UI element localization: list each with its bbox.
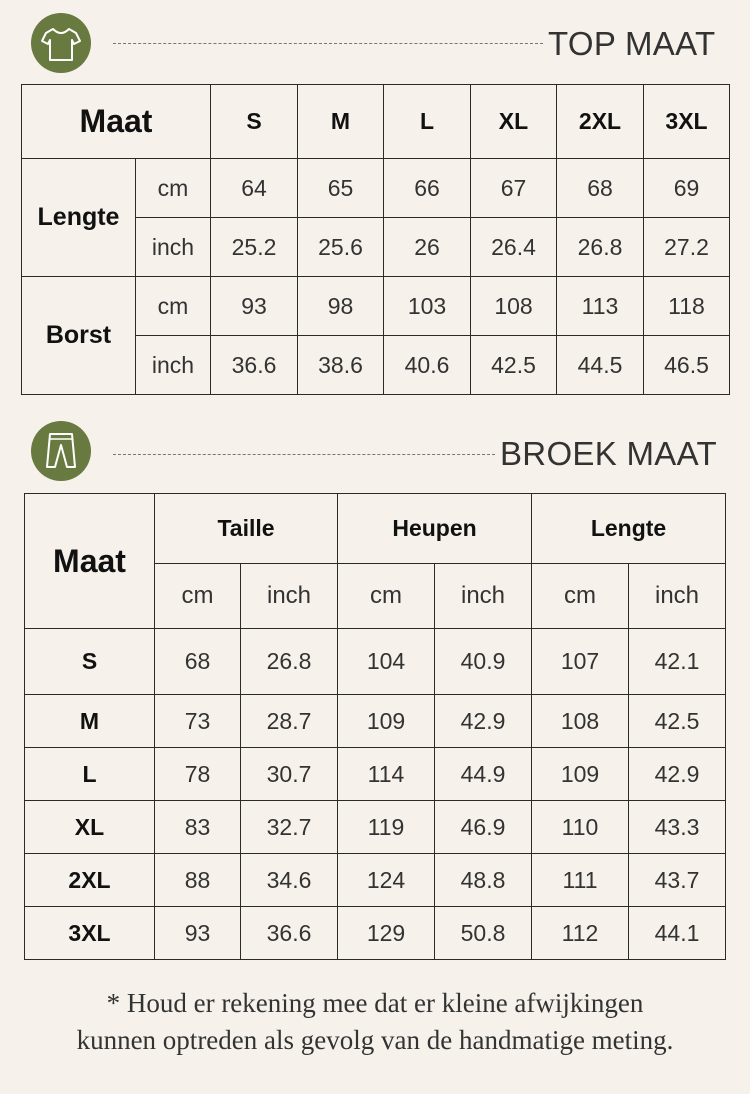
pants-cell: 46.9 bbox=[435, 801, 532, 854]
pants-cell: 36.6 bbox=[241, 907, 338, 960]
pants-cell: 112 bbox=[532, 907, 629, 960]
pants-cell: 43.7 bbox=[629, 854, 726, 907]
tshirt-badge bbox=[31, 13, 91, 73]
tshirt-icon bbox=[31, 13, 91, 73]
top-cell: 26.4 bbox=[471, 218, 557, 277]
top-cell: 46.5 bbox=[644, 336, 730, 395]
pants-cell: 30.7 bbox=[241, 748, 338, 801]
pants-cell: 42.1 bbox=[629, 629, 726, 695]
pants-unit-header: cm bbox=[155, 564, 241, 629]
pants-cell: 42.5 bbox=[629, 695, 726, 748]
top-cell: 98 bbox=[298, 277, 384, 336]
pants-cell: 109 bbox=[532, 748, 629, 801]
top-cell: 25.6 bbox=[298, 218, 384, 277]
pants-cell: 119 bbox=[338, 801, 435, 854]
pants-cell: 107 bbox=[532, 629, 629, 695]
top-size-header: M bbox=[298, 85, 384, 159]
top-size-header: L bbox=[384, 85, 471, 159]
pants-cell: 44.1 bbox=[629, 907, 726, 960]
top-cell: 38.6 bbox=[298, 336, 384, 395]
pants-icon bbox=[31, 421, 91, 481]
top-cell: 40.6 bbox=[384, 336, 471, 395]
pants-cell: 68 bbox=[155, 629, 241, 695]
pants-unit-header: inch bbox=[435, 564, 532, 629]
pants-cell: 73 bbox=[155, 695, 241, 748]
pants-size-label: XL bbox=[25, 801, 155, 854]
top-size-header: 3XL bbox=[644, 85, 730, 159]
top-cell: 27.2 bbox=[644, 218, 730, 277]
pants-cell: 111 bbox=[532, 854, 629, 907]
top-cell: 118 bbox=[644, 277, 730, 336]
pants-cell: 26.8 bbox=[241, 629, 338, 695]
pants-unit-header: inch bbox=[629, 564, 726, 629]
pants-maat-header: Maat bbox=[25, 494, 155, 629]
top-cell: 113 bbox=[557, 277, 644, 336]
top-size-header: XL bbox=[471, 85, 557, 159]
pants-cell: 32.7 bbox=[241, 801, 338, 854]
top-title: TOP MAAT bbox=[548, 25, 716, 62]
pants-title: BROEK MAAT bbox=[500, 435, 717, 472]
top-cell: 68 bbox=[557, 159, 644, 218]
pants-group-header: Heupen bbox=[338, 494, 532, 564]
top-unit-label: inch bbox=[136, 336, 211, 395]
top-cell: 26.8 bbox=[557, 218, 644, 277]
top-cell: 42.5 bbox=[471, 336, 557, 395]
measurement-note bbox=[0, 985, 750, 1059]
pants-size-label: 3XL bbox=[25, 907, 155, 960]
pants-group-header: Taille bbox=[155, 494, 338, 564]
top-cell: 67 bbox=[471, 159, 557, 218]
pants-unit-header: inch bbox=[241, 564, 338, 629]
pants-cell: 104 bbox=[338, 629, 435, 695]
pants-cell: 43.3 bbox=[629, 801, 726, 854]
top-size-table bbox=[21, 84, 730, 395]
pants-size-table bbox=[24, 493, 726, 960]
top-measure-label: Borst bbox=[22, 277, 136, 395]
top-size-header: S bbox=[211, 85, 298, 159]
pants-cell: 124 bbox=[338, 854, 435, 907]
pants-badge bbox=[31, 421, 91, 481]
top-dashed-rule bbox=[113, 43, 543, 44]
pants-cell: 93 bbox=[155, 907, 241, 960]
top-measure-label: Lengte bbox=[22, 159, 136, 277]
top-cell: 65 bbox=[298, 159, 384, 218]
top-cell: 93 bbox=[211, 277, 298, 336]
pants-unit-header: cm bbox=[532, 564, 629, 629]
pants-cell: 44.9 bbox=[435, 748, 532, 801]
top-unit-label: inch bbox=[136, 218, 211, 277]
pants-dashed-rule bbox=[113, 454, 495, 455]
pants-cell: 42.9 bbox=[435, 695, 532, 748]
top-cell: 26 bbox=[384, 218, 471, 277]
pants-size-label: S bbox=[25, 629, 155, 695]
top-cell: 66 bbox=[384, 159, 471, 218]
pants-group-header: Lengte bbox=[532, 494, 726, 564]
top-cell: 44.5 bbox=[557, 336, 644, 395]
top-cell: 64 bbox=[211, 159, 298, 218]
pants-cell: 110 bbox=[532, 801, 629, 854]
top-cell: 36.6 bbox=[211, 336, 298, 395]
note-line-2: kunnen optreden als gevolg van de handmatige meting. bbox=[76, 1025, 674, 1055]
pants-cell: 109 bbox=[338, 695, 435, 748]
top-cell: 108 bbox=[471, 277, 557, 336]
pants-cell: 108 bbox=[532, 695, 629, 748]
pants-cell: 78 bbox=[155, 748, 241, 801]
top-unit-label: cm bbox=[136, 159, 211, 218]
pants-cell: 40.9 bbox=[435, 629, 532, 695]
top-maat-header: Maat bbox=[22, 85, 211, 159]
pants-size-label: L bbox=[25, 748, 155, 801]
pants-cell: 42.9 bbox=[629, 748, 726, 801]
pants-cell: 83 bbox=[155, 801, 241, 854]
note-line-1: * Houd er rekening mee dat er kleine afwijkingen bbox=[106, 988, 644, 1018]
pants-cell: 50.8 bbox=[435, 907, 532, 960]
pants-cell: 114 bbox=[338, 748, 435, 801]
pants-size-label: 2XL bbox=[25, 854, 155, 907]
pants-cell: 48.8 bbox=[435, 854, 532, 907]
top-unit-label: cm bbox=[136, 277, 211, 336]
pants-size-label: M bbox=[25, 695, 155, 748]
top-cell: 103 bbox=[384, 277, 471, 336]
pants-unit-header: cm bbox=[338, 564, 435, 629]
pants-cell: 129 bbox=[338, 907, 435, 960]
top-size-header: 2XL bbox=[557, 85, 644, 159]
top-cell: 69 bbox=[644, 159, 730, 218]
pants-cell: 88 bbox=[155, 854, 241, 907]
pants-cell: 28.7 bbox=[241, 695, 338, 748]
pants-cell: 34.6 bbox=[241, 854, 338, 907]
top-cell: 25.2 bbox=[211, 218, 298, 277]
